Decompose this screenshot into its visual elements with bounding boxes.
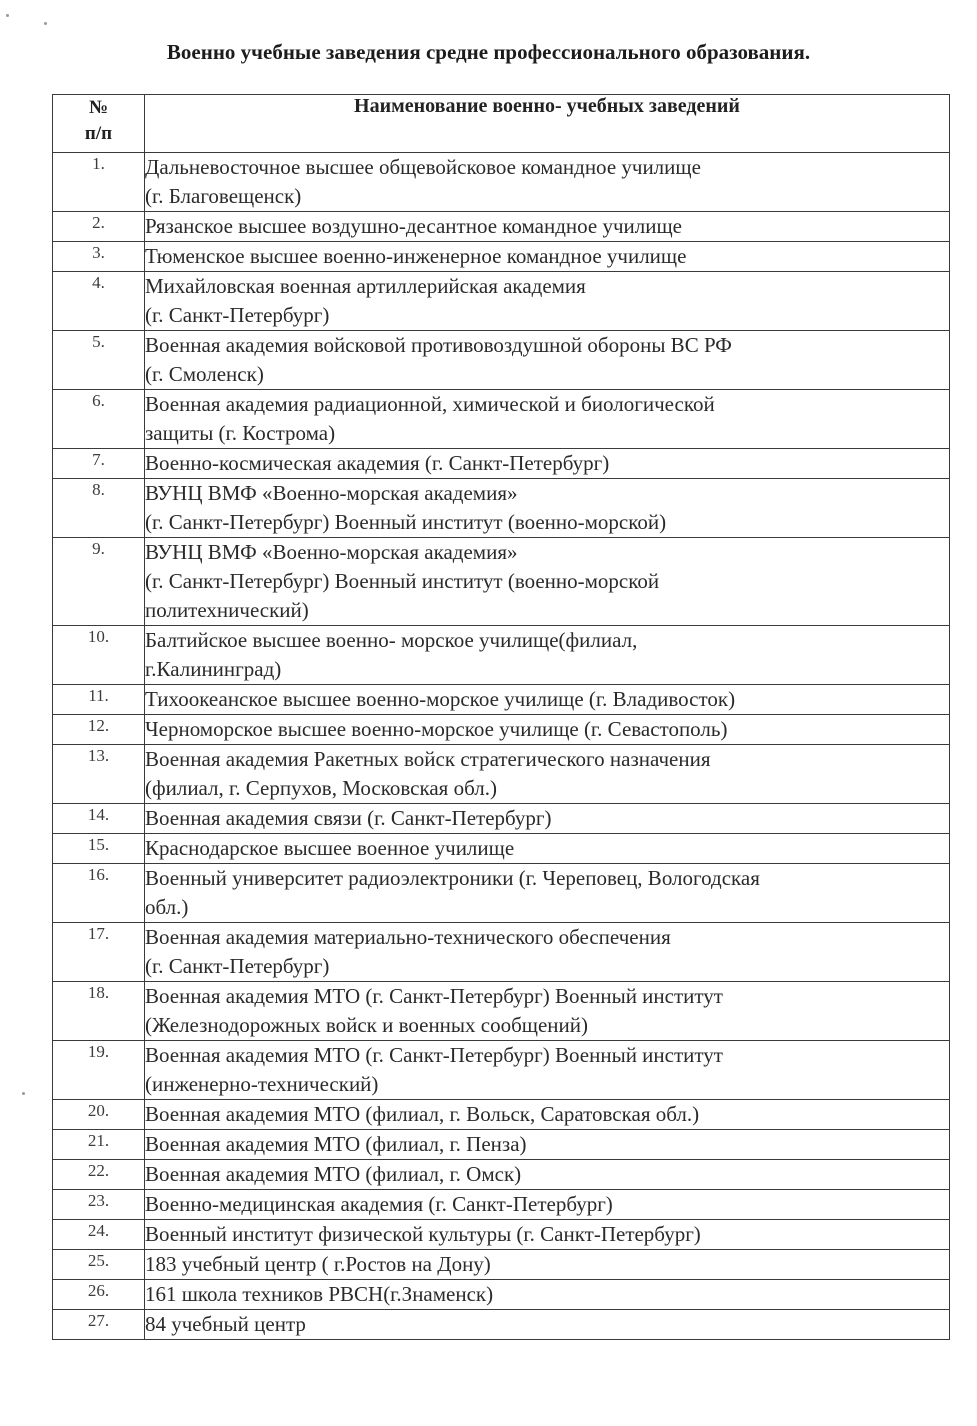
table-row	[53, 834, 950, 864]
scan-speck	[22, 1092, 25, 1095]
institution-name: Военная академия МТО (г. Санкт-Петербург) Военный институт (Железнодорожных войск и военных сообщений)	[145, 982, 950, 1041]
institution-name: Военная академия Ракетных войск стратегического назначения (филиал, г. Серпухов, Московская обл.)	[145, 745, 950, 804]
row-number: 4.	[53, 272, 145, 331]
scan-speck	[6, 14, 9, 17]
institution-name: Военная академия МТО (филиал, г. Вольск, Саратовская обл.)	[145, 1100, 950, 1130]
institution-name: 84 учебный центр	[145, 1310, 950, 1340]
table-row	[53, 153, 950, 212]
row-number: 2.	[53, 212, 145, 242]
number-header-abbr: п/п	[84, 123, 113, 144]
table-row	[53, 626, 950, 685]
row-number: 13.	[53, 745, 145, 804]
schools-table	[52, 94, 950, 1340]
institution-name: Военный университет радиоэлектроники (г. Череповец, Вологодская обл.)	[145, 864, 950, 923]
institution-name: Рязанское высшее воздушно-десантное командное училище	[145, 212, 950, 242]
row-number: 21.	[53, 1130, 145, 1160]
row-number: 16.	[53, 864, 145, 923]
page-title: Военно учебные заведения средне профессионального образования.	[166, 40, 811, 64]
table-row	[53, 1100, 950, 1130]
row-number: 25.	[53, 1250, 145, 1280]
number-column-header	[53, 95, 145, 153]
table-row	[53, 1160, 950, 1190]
row-number: 12.	[53, 715, 145, 745]
row-number: 5.	[53, 331, 145, 390]
row-number: 15.	[53, 834, 145, 864]
table-row	[53, 685, 950, 715]
row-number: 23.	[53, 1190, 145, 1220]
institution-name: ВУНЦ ВМФ «Военно-морская академия» (г. Санкт-Петербург) Военный институт (военно-морской)	[145, 479, 950, 538]
institution-name: Военная академия МТО (г. Санкт-Петербург) Военный институт (инженерно-технический)	[145, 1041, 950, 1100]
institution-name: Военная академия связи (г. Санкт-Петербург)	[145, 804, 950, 834]
institution-name: 161 школа техников РВСН(г.Знаменск)	[145, 1280, 950, 1310]
table-row	[53, 272, 950, 331]
row-number: 26.	[53, 1280, 145, 1310]
row-number: 24.	[53, 1220, 145, 1250]
table-row	[53, 1041, 950, 1100]
table-row	[53, 538, 950, 626]
row-number: 19.	[53, 1041, 145, 1100]
row-number: 9.	[53, 538, 145, 626]
row-number: 11.	[53, 685, 145, 715]
table-row	[53, 1280, 950, 1310]
table-row	[53, 212, 950, 242]
institution-name: Балтийское высшее военно- морское училище(филиал, г.Калининград)	[145, 626, 950, 685]
table-body	[53, 153, 950, 1340]
row-number: 20.	[53, 1100, 145, 1130]
row-number: 7.	[53, 449, 145, 479]
institution-name: Военная академия МТО (филиал, г. Омск)	[145, 1160, 950, 1190]
table-row	[53, 923, 950, 982]
table-row	[53, 715, 950, 745]
institution-name: Краснодарское высшее военное училище	[145, 834, 950, 864]
row-number: 17.	[53, 923, 145, 982]
scan-speck	[44, 22, 47, 25]
row-number: 14.	[53, 804, 145, 834]
table-row	[53, 1220, 950, 1250]
institution-name: Дальневосточное высшее общевойсковое командное училище (г. Благовещенск)	[145, 153, 950, 212]
table-row	[53, 1130, 950, 1160]
institution-name: Военная академия радиационной, химической и биологической защиты (г. Кострома)	[145, 390, 950, 449]
institution-name: Военная академия материально-технического обеспечения (г. Санкт-Петербург)	[145, 923, 950, 982]
table-row	[53, 449, 950, 479]
row-number: 22.	[53, 1160, 145, 1190]
institution-name: Военный институт физической культуры (г. Санкт-Петербург)	[145, 1220, 950, 1250]
table-row	[53, 390, 950, 449]
table-row	[53, 479, 950, 538]
table-row	[53, 242, 950, 272]
table-row	[53, 1310, 950, 1340]
institution-name: Черноморское высшее военно-морское училище (г. Севастополь)	[145, 715, 950, 745]
row-number: 6.	[53, 390, 145, 449]
institution-name: Военная академия войсковой противовоздушной обороны ВС РФ (г. Смоленск)	[145, 331, 950, 390]
row-number: 1.	[53, 153, 145, 212]
institution-name: Тихоокеанское высшее военно-морское училище (г. Владивосток)	[145, 685, 950, 715]
row-number: 8.	[53, 479, 145, 538]
institution-name: Военно-медицинская академия (г. Санкт-Петербург)	[145, 1190, 950, 1220]
institution-name: 183 учебный центр ( г.Ростов на Дону)	[145, 1250, 950, 1280]
table-header-row	[53, 95, 950, 153]
institution-name: Военно-космическая академия (г. Санкт-Петербург)	[145, 449, 950, 479]
table-row	[53, 804, 950, 834]
table-row	[53, 982, 950, 1041]
table-row	[53, 745, 950, 804]
table-row	[53, 1250, 950, 1280]
row-number: 10.	[53, 626, 145, 685]
number-header-symbol: №	[88, 97, 109, 118]
name-column-header: Наименование военно- учебных заведений	[145, 95, 950, 153]
table-row	[53, 864, 950, 923]
table-row	[53, 331, 950, 390]
table-row	[53, 1190, 950, 1220]
row-number: 18.	[53, 982, 145, 1041]
institution-name: ВУНЦ ВМФ «Военно-морская академия» (г. Санкт-Петербург) Военный институт (военно-морской политехнический)	[145, 538, 950, 626]
institution-name: Михайловская военная артиллерийская академия (г. Санкт-Петербург)	[145, 272, 950, 331]
row-number: 27.	[53, 1310, 145, 1340]
institution-name: Военная академия МТО (филиал, г. Пенза)	[145, 1130, 950, 1160]
row-number: 3.	[53, 242, 145, 272]
institution-name: Тюменское высшее военно-инженерное командное училище	[145, 242, 950, 272]
